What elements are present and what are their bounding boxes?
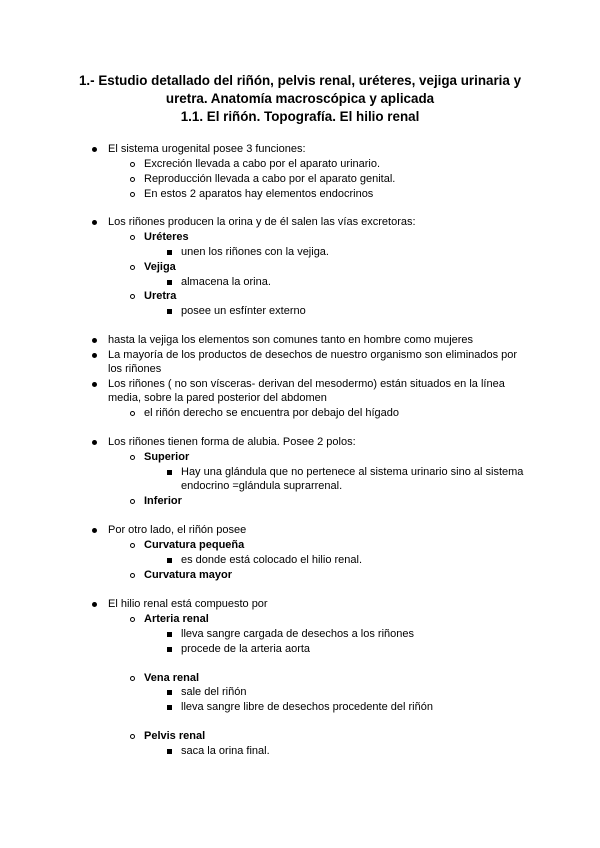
list-item: posee un esfínter externo (181, 305, 306, 317)
bullet-circle (130, 617, 135, 622)
bullet-dot (92, 147, 97, 152)
bullet-circle (130, 265, 135, 270)
heading-line-1: 1.- Estudio detallado del riñón, pelvis renal, uréteres, vejiga urinaria y (78, 73, 522, 88)
bullet-dot (92, 440, 97, 445)
bullet-square (167, 250, 172, 255)
bullet-square (167, 705, 172, 710)
bullet-dot (92, 602, 97, 607)
list-item-heading: Uréteres (144, 231, 189, 243)
heading-line-2: uretra. Anatomía macroscópica y aplicada (165, 91, 435, 106)
list-item: hasta la vejiga los elementos son comunes tanto en hombre como mujeres (108, 334, 474, 346)
bullet-circle (130, 294, 135, 299)
bullet-circle (130, 235, 135, 240)
list-item: Los riñones tienen forma de alubia. Posee 2 polos: (108, 436, 356, 448)
list-item-heading: Superior (144, 451, 190, 463)
list-item-continuation: endocrino =glándula suprarrenal. (181, 480, 343, 492)
list-item: lleva sangre cargada de desechos a los riñones (181, 628, 414, 640)
bullet-dot (92, 353, 97, 358)
bullet-circle (130, 411, 135, 416)
list-item: El sistema urogenital posee 3 funciones: (108, 143, 306, 155)
list-item-heading: Vejiga (144, 261, 176, 273)
list-item: el riñón derecho se encuentra por debajo del hígado (144, 407, 400, 419)
bullet-dot (92, 220, 97, 225)
bullet-circle (130, 192, 135, 197)
bullet-circle (130, 734, 135, 739)
list-item-heading: Pelvis renal (144, 730, 206, 742)
list-item: lleva sangre libre de desechos procedente del riñón (181, 701, 433, 713)
bullet-square (167, 280, 172, 285)
list-item: Hay una glándula que no pertenece al sistema urinario sino al sistema (181, 466, 524, 478)
list-item-heading: Curvatura mayor (144, 569, 233, 581)
heading-line-3: 1.1. El riñón. Topografía. El hilio renal (180, 109, 420, 124)
bullet-circle (130, 499, 135, 504)
list-item: unen los riñones con la vejiga. (181, 246, 329, 258)
list-item: es donde está colocado el hilio renal. (181, 554, 363, 566)
list-item: El hilio renal está compuesto por (108, 598, 268, 610)
list-item: En estos 2 aparatos hay elementos endocrinos (144, 188, 374, 200)
list-item: sale del riñón (181, 686, 247, 698)
bullet-square (167, 690, 172, 695)
bullet-circle (130, 573, 135, 578)
bullet-square (167, 558, 172, 563)
list-item: La mayoría de los productos de desechos de nuestro organismo son eliminados por (108, 349, 518, 361)
list-item-heading: Vena renal (144, 672, 200, 684)
list-item: Los riñones producen la orina y de él salen las vías excretoras: (108, 216, 416, 228)
list-item-heading: Inferior (144, 495, 182, 507)
list-item: Los riñones ( no son vísceras- derivan del mesodermo) están situados en la línea (108, 378, 505, 390)
list-item: almacena la orina. (181, 276, 271, 288)
bullet-dot (92, 338, 97, 343)
list-item-heading: Arteria renal (144, 613, 209, 625)
list-item: saca la orina final. (181, 745, 270, 757)
bullet-square (167, 470, 172, 475)
bullet-circle (130, 543, 135, 548)
list-item-continuation: media, sobre la pared posterior del abdomen (108, 392, 327, 404)
list-item-continuation: los riñones (108, 363, 162, 375)
bullet-circle (130, 676, 135, 681)
bullet-square (167, 749, 172, 754)
bullet-circle (130, 177, 135, 182)
list-item-heading: Uretra (144, 290, 177, 302)
bullet-circle (130, 455, 135, 460)
list-item: Excreción llevada a cabo por el aparato urinario. (144, 158, 381, 170)
bullet-square (167, 632, 172, 637)
bullet-dot (92, 528, 97, 533)
list-item: procede de la arteria aorta (181, 643, 311, 655)
bullet-square (167, 309, 172, 314)
bullet-dot (92, 382, 97, 387)
list-item: Reproducción llevada a cabo por el aparato genital. (144, 173, 396, 185)
bullet-square (167, 647, 172, 652)
list-item-heading: Curvatura pequeña (144, 539, 245, 551)
bullet-circle (130, 162, 135, 167)
list-item: Por otro lado, el riñón posee (108, 524, 247, 536)
